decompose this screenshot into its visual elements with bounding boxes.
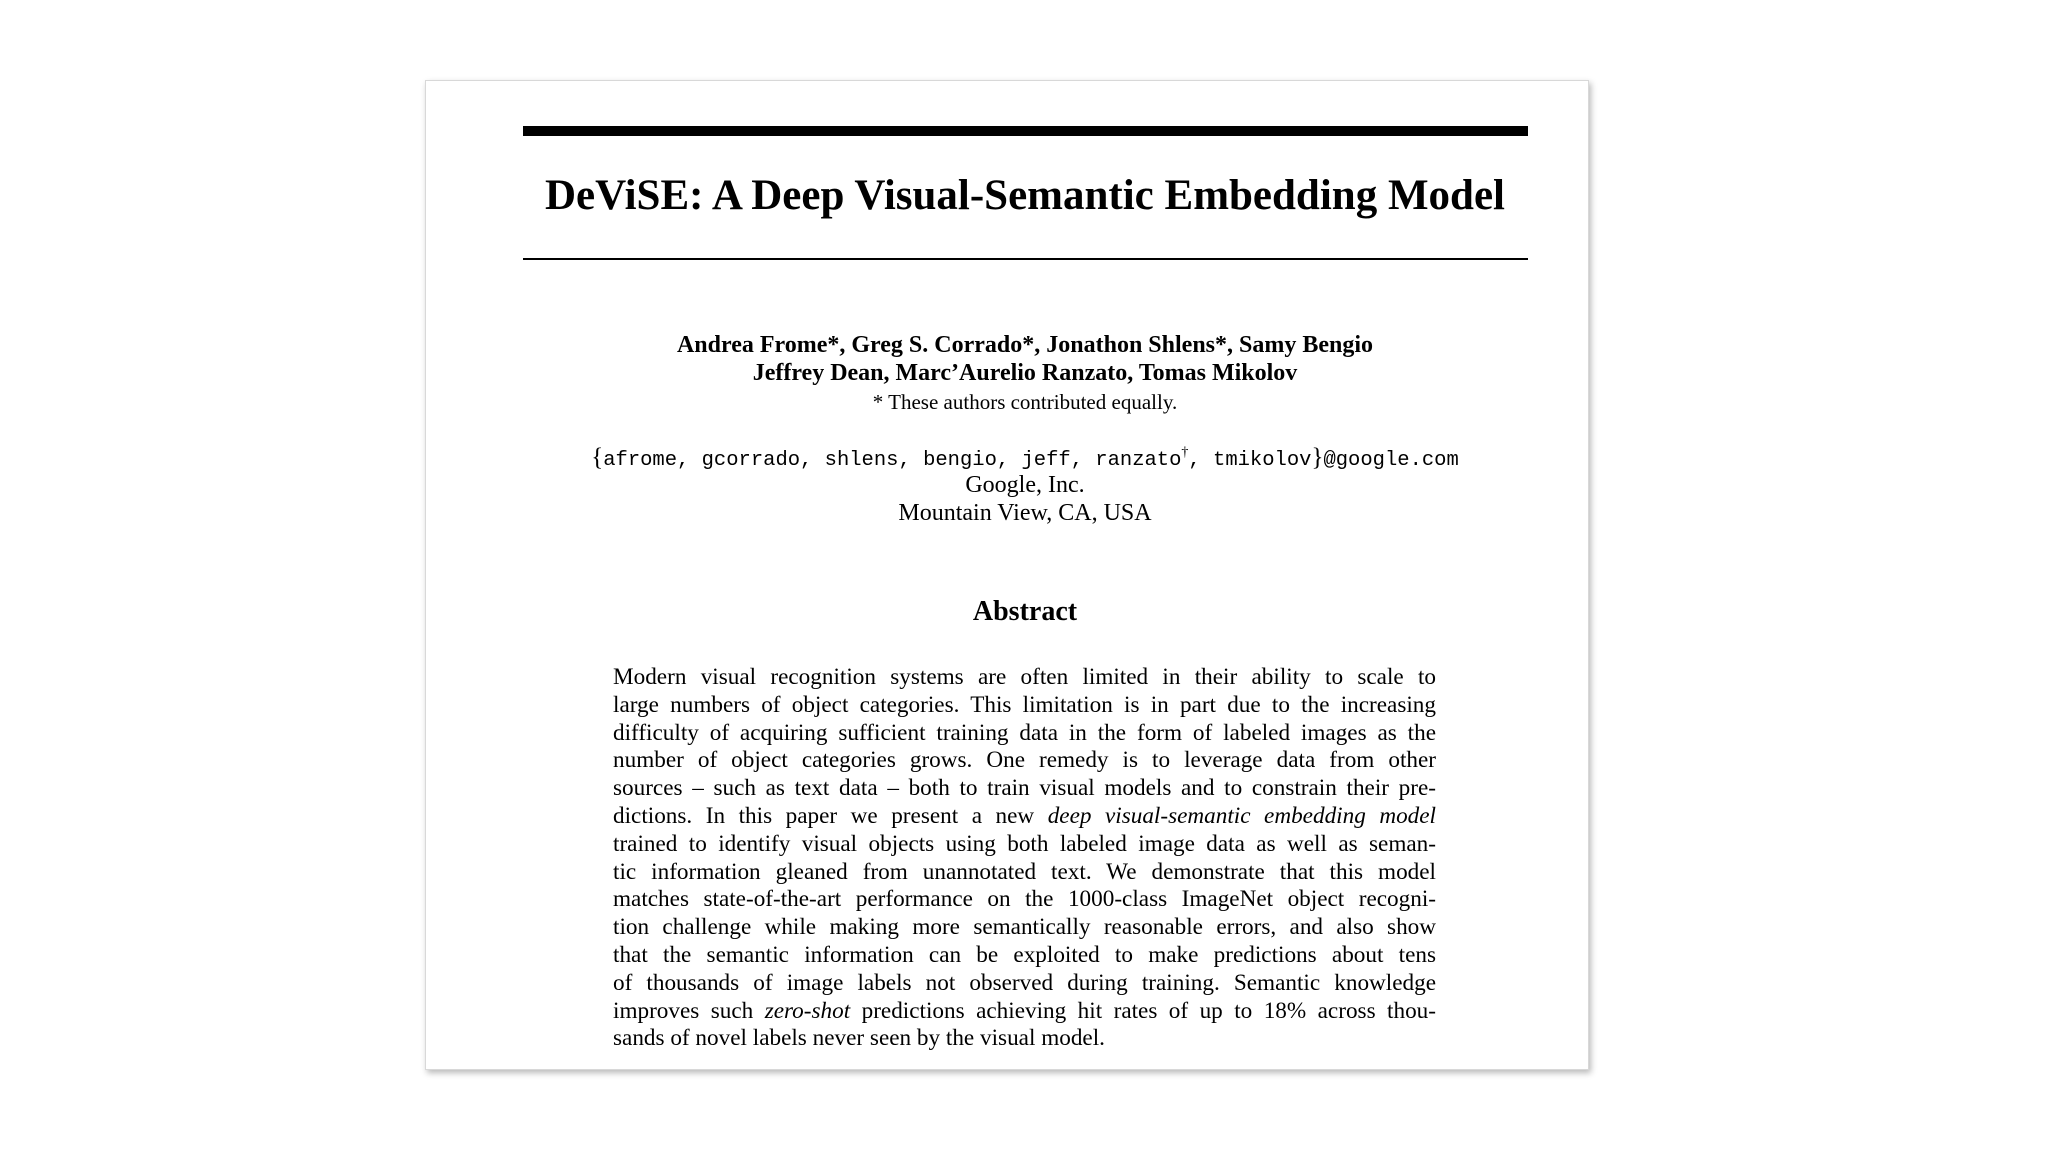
abstract-body xyxy=(613,664,1436,1053)
author-line-2: Jeffrey Dean, Marc’Aurelio Ranzato, Tomas Mikolov xyxy=(752,360,1298,386)
abstract-line: trained to identify visual objects using both labeled image data as well as seman- xyxy=(613,830,1436,857)
abstract-line: Modern visual recognition systems are often limited in their ability to scale to xyxy=(613,664,1436,690)
paper-page xyxy=(425,80,1589,1070)
dagger-footnote-mark: † xyxy=(1181,445,1189,460)
email-open-brace: { xyxy=(591,444,604,471)
author-line-1: Andrea Frome*, Greg S. Corrado*, Jonathon Shlens*, Samy Bengio xyxy=(676,332,1374,358)
abstract-text-segment: predictions achieving hit rates of up to 18% across thou- xyxy=(850,997,1436,1024)
abstract-line: large numbers of object categories. This limitation is in part due to the increasing xyxy=(613,691,1436,718)
title-bottom-rule xyxy=(523,258,1528,260)
author-list xyxy=(426,331,1589,387)
abstract-line: tic information gleaned from unannotated text. We demonstrate that this model xyxy=(613,858,1436,885)
abstract-italic-term: zero-shot xyxy=(764,997,851,1024)
affiliation-location: Mountain View, CA, USA xyxy=(898,500,1152,526)
email-names: afrome, gcorrado, shlens, bengio, jeff, ranzato xyxy=(603,449,1182,472)
abstract-heading: Abstract xyxy=(972,596,1078,627)
abstract-line xyxy=(613,803,1436,831)
abstract-text-segment: dictions. In this paper we present a new xyxy=(613,802,1048,829)
abstract-line: matches state-of-the-art performance on the 1000-class ImageNet object recogni- xyxy=(613,886,1436,913)
abstract-line: difficulty of acquiring sufficient training data in the form of labeled images as the xyxy=(613,719,1436,746)
paper-title: DeViSE: A Deep Visual-Semantic Embedding Model xyxy=(544,172,1505,219)
abstract-line: sands of novel labels never seen by the visual model. xyxy=(613,1025,1105,1052)
abstract-line: tion challenge while making more semantically reasonable errors, and also show xyxy=(613,914,1436,941)
abstract-line xyxy=(613,998,1436,1026)
email-names-tail: , tmikolov xyxy=(1188,449,1312,472)
abstract-line: sources – such as text data – both to train visual models and to constrain their pre- xyxy=(613,775,1436,802)
email-domain: @google.com xyxy=(1323,449,1459,472)
title-top-rule xyxy=(523,126,1528,136)
author-emails xyxy=(426,445,1589,474)
abstract-line: that the semantic information can be exploited to make predictions about tens xyxy=(613,941,1436,968)
abstract-italic-term: deep visual-semantic embedding model xyxy=(1047,802,1436,829)
abstract-text-segment: improves such xyxy=(613,997,765,1024)
affiliation: Google, Inc. xyxy=(965,472,1085,498)
abstract-line: number of object categories grows. One remedy is to leverage data from other xyxy=(613,747,1436,774)
abstract-line: of thousands of image labels not observed during training. Semantic knowledge xyxy=(613,969,1436,996)
equal-contribution-note: * These authors contributed equally. xyxy=(872,390,1178,414)
email-close-brace: } xyxy=(1311,444,1324,471)
